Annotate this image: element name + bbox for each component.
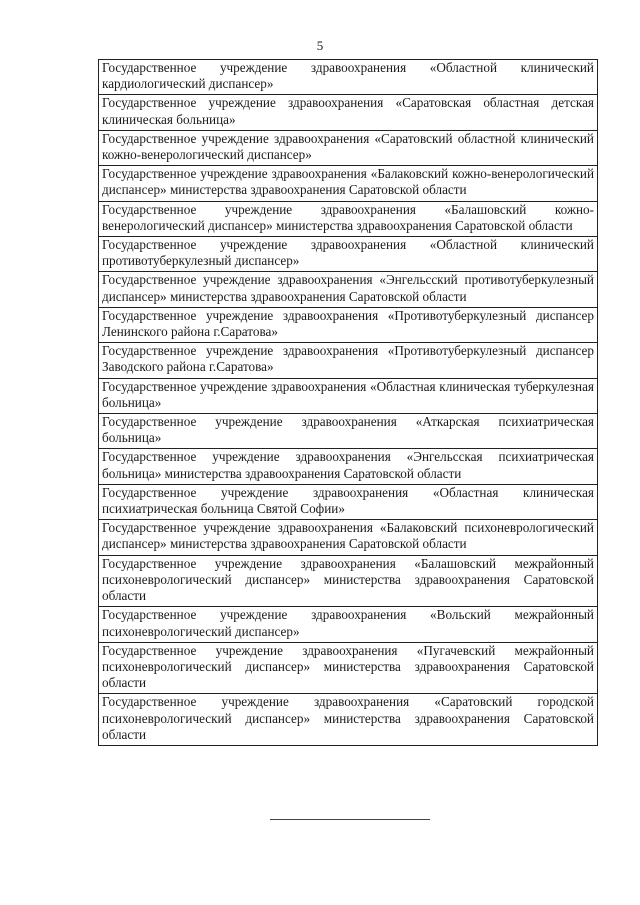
institution-name-cell: Государственное учреждение здравоохранения «Аткарская психиатрическая больница» [99,414,598,449]
institution-name-cell: Государственное учреждение здравоохранения «Саратовский городской психоневрологический диспансер» министерства здравоохранения Саратовской области [99,694,598,746]
table-row [99,272,598,307]
institution-name-cell: Государственное учреждение здравоохранения «Противотуберкулезный диспансер Заводского района г.Саратова» [99,343,598,378]
table-row [99,95,598,130]
institution-name-cell: Государственное учреждение здравоохранения «Областная клиническая психиатрическая больница Святой Софии» [99,484,598,519]
table-row [99,201,598,236]
institution-name-cell: Государственное учреждение здравоохранения «Областной клинический противотуберкулезный диспансер» [99,237,598,272]
table-row [99,484,598,519]
table-row [99,60,598,95]
table-row [99,449,598,484]
table-row [99,520,598,555]
institution-name-cell: Государственное учреждение здравоохранения «Балашовский кожно-венерологический диспансер» министерства здравоохранения Саратовской области [99,201,598,236]
table-row [99,694,598,746]
table-row [99,642,598,694]
table-row [99,343,598,378]
institution-name-cell: Государственное учреждение здравоохранения «Балаковский психоневрологический диспансер» министерства здравоохранения Саратовской области [99,520,598,555]
institutions-table [98,59,598,746]
table-row [99,607,598,642]
institution-name-cell: Государственное учреждение здравоохранения «Областная клиническая туберкулезная больница» [99,378,598,413]
table-row [99,555,598,607]
institution-name-cell: Государственное учреждение здравоохранения «Саратовский областной клинический кожно-венерологический диспансер» [99,130,598,165]
institution-name-cell: Государственное учреждение здравоохранения «Саратовская областная детская клиническая больница» [99,95,598,130]
table-row [99,237,598,272]
page-number: 5 [316,38,324,53]
table-row [99,378,598,413]
institution-name-cell: Государственное учреждение здравоохранения «Энгельсский противотуберкулезный диспансер» министерства здравоохранения Саратовской области [99,272,598,307]
institution-name-cell: Государственное учреждение здравоохранения «Балаковский кожно-венерологический диспансер» министерства здравоохранения Саратовской области [99,166,598,201]
table-row [99,166,598,201]
table-row [99,414,598,449]
institution-name-cell: Государственное учреждение здравоохранения «Вольский межрайонный психоневрологический диспансер» [99,607,598,642]
institutions-table-body [99,60,598,746]
institution-name-cell: Государственное учреждение здравоохранения «Областной клинический кардиологический диспансер» [99,60,598,95]
institution-name-cell: Государственное учреждение здравоохранения «Противотуберкулезный диспансер Ленинского района г.Саратова» [99,307,598,342]
institution-name-cell: Государственное учреждение здравоохранения «Балашовский межрайонный психоневрологический диспансер» министерства здравоохранения Саратовской области [99,555,598,607]
table-row [99,307,598,342]
institution-name-cell: Государственное учреждение здравоохранения «Энгельсская психиатрическая больница» министерства здравоохранения Саратовской области [99,449,598,484]
table-row [99,130,598,165]
institution-name-cell: Государственное учреждение здравоохранения «Пугачевский межрайонный психоневрологический диспансер» министерства здравоохранения Саратовской области [99,642,598,694]
footer-divider [270,819,430,820]
